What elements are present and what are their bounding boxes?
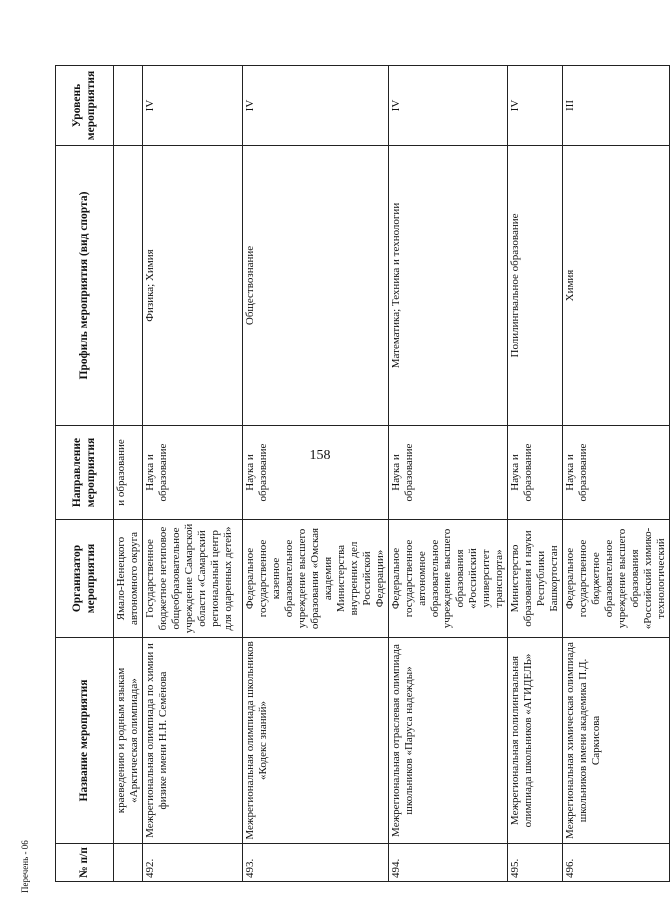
cell-organizer: Государственное бюджетное нетиповое общеобразовательное учреждение Самарской области «Самарский региональный центр для одаренных детей»	[142, 520, 242, 638]
table-row	[142, 66, 242, 882]
header-direction: Направление мероприятия	[56, 426, 114, 520]
cell-num: 496.	[563, 844, 670, 882]
cell-level: IV	[142, 66, 242, 146]
cell-organizer: Федеральное государственное бюджетное образовательное учреждение высшего образования «Российский химико-технологический	[563, 520, 670, 638]
cell-level	[114, 66, 143, 146]
cell-direction: Наука и образование	[508, 426, 563, 520]
cell-direction: Наука и образование	[142, 426, 242, 520]
header-level: Уровень мероприятия	[56, 66, 114, 146]
header-name: Название мероприятия	[56, 638, 114, 844]
cell-profile: Физика; Химия	[142, 146, 242, 426]
cell-organizer: Федеральное государственное казенное образовательное учреждение высшего образования «Омская академия Министерства внутренних дел Российской Федерации»	[242, 520, 388, 638]
cell-direction: и образование	[114, 426, 143, 520]
cell-name: Межрегиональная олимпиада по химии и физике имени Н.Н. Семёнова	[142, 638, 242, 844]
cell-name: Межрегиональная полилингвальная олимпиада школьников «АГИДЕЛЬ»	[508, 638, 563, 844]
table-row	[242, 66, 388, 882]
events-table	[55, 65, 670, 882]
rotated-table-container	[55, 66, 667, 882]
table-row	[563, 66, 670, 882]
cell-num: 495.	[508, 844, 563, 882]
cell-level: IV	[242, 66, 388, 146]
header-num: № п/п	[56, 844, 114, 882]
cell-profile: Обществознание	[242, 146, 388, 426]
cell-num	[114, 844, 143, 882]
page-number: 158	[309, 448, 331, 463]
cell-organizer: Федеральное государственное автономное образовательное учреждение высшего образования «Российский университет транспорта»	[388, 520, 508, 638]
cell-profile: Полилингвальное образование	[508, 146, 563, 426]
cell-level: IV	[508, 66, 563, 146]
cell-direction: Наука и образование	[388, 426, 508, 520]
cell-name: краеведению и родным языкам «Арктическая олимпиада»	[114, 638, 143, 844]
table-row	[508, 66, 563, 882]
cell-level: III	[563, 66, 670, 146]
cell-name: Межрегиональная олимпиада школьников «Кодекс знаний»	[242, 638, 388, 844]
document-footer: Перечень - 06	[20, 840, 30, 893]
cell-organizer: Ямало-Ненецкого автономного округа	[114, 520, 143, 638]
cell-level: IV	[388, 66, 508, 146]
cell-organizer: Министерство образования и науки Республики Башкортостан	[508, 520, 563, 638]
cell-direction: Наука и образование	[563, 426, 670, 520]
cell-name: Межрегиональная химическая олимпиада школьников имени академика П.Д. Саркисова	[563, 638, 670, 844]
cell-profile: Математика; Техника и технологии	[388, 146, 508, 426]
table-row	[388, 66, 508, 882]
cell-num: 492.	[142, 844, 242, 882]
header-organizer: Организатор мероприятия	[56, 520, 114, 638]
cell-profile	[114, 146, 143, 426]
cell-num: 493.	[242, 844, 388, 882]
cell-num: 494.	[388, 844, 508, 882]
header-profile: Профиль мероприятия (вид спорта)	[56, 146, 114, 426]
table-header-row	[56, 66, 114, 882]
cell-profile: Химия	[563, 146, 670, 426]
cell-name: Межрегиональная отраслевая олимпиада школьников «Паруса надежды»	[388, 638, 508, 844]
cell-direction: Наука и образование	[242, 426, 388, 520]
table-row-continuation	[114, 66, 143, 882]
